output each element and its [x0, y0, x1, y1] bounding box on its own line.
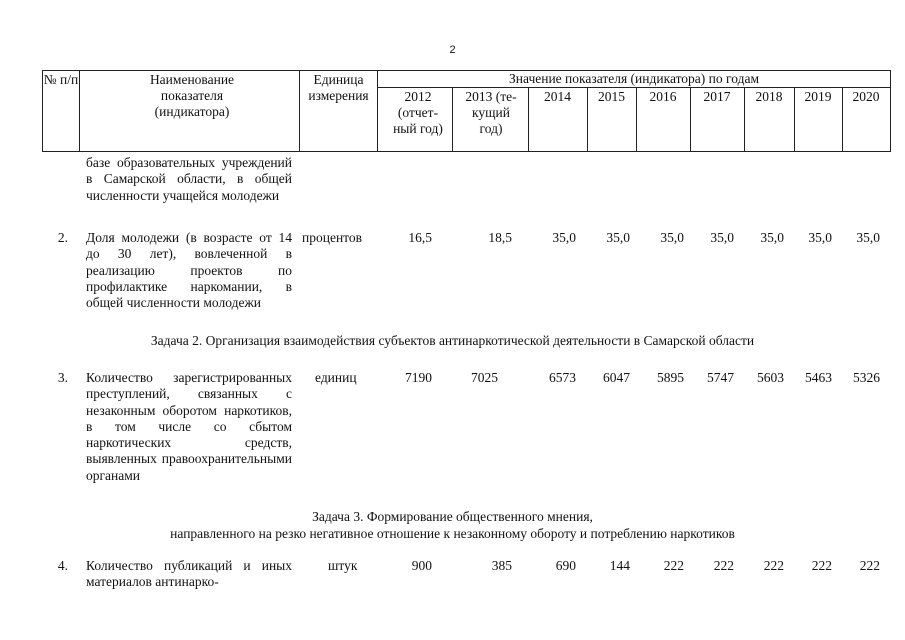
header-year-2020: 2020 [852, 89, 880, 104]
row-3-value-2018: 5603 [757, 370, 784, 385]
row-2-value-2017: 35,0 [710, 230, 734, 245]
header-col-no: № п/п [43, 72, 79, 87]
row-2-name: Доля молодежи (в возрасте от 14 до 30 лет), вовлеченной в реализацию проектов по профилактике наркомании, в общей численности молодежи [86, 230, 292, 311]
row-2-value-2013: 18,5 [488, 230, 512, 245]
page-number: 2 [449, 44, 456, 56]
row-4-value-2015: 144 [609, 558, 630, 573]
row-2-value-2014: 35,0 [552, 230, 576, 245]
header-year-2017: 2017 [703, 89, 731, 104]
header-col-unit: Единица измерения [308, 72, 369, 103]
task-3-heading-line-2: направленного на резко негативное отношение к незаконному обороту и потреблению наркотиков [170, 526, 735, 541]
row-4-value-2020: 222 [859, 558, 880, 573]
row-2-value-2012: 16,5 [408, 230, 432, 245]
row-3-value-2015: 6047 [603, 370, 630, 385]
row-2-value-2016: 35,0 [660, 230, 684, 245]
header-year-2018: 2018 [755, 89, 783, 104]
row-3-value-2013: 7025 [471, 370, 498, 385]
row-4-number: 4. [57, 558, 68, 573]
row-4-value-2018: 222 [763, 558, 784, 573]
header-year-2019: 2019 [804, 89, 832, 104]
row-3-value-2012: 7190 [405, 370, 432, 385]
row-2-value-2015: 35,0 [606, 230, 630, 245]
row-2-value-2019: 35,0 [808, 230, 832, 245]
row-4-unit: штук [328, 558, 358, 573]
header-year-2016: 2016 [649, 89, 677, 104]
row-3-value-2019: 5463 [805, 370, 832, 385]
header-col-values: Значение показателя (индикатора) по годам [509, 71, 759, 86]
header-year-2014: 2014 [544, 89, 571, 104]
row-3-value-2016: 5895 [657, 370, 684, 385]
row-4-value-2013: 385 [491, 558, 512, 573]
row-4-name: Количество публикаций и иных материалов антинарко- [86, 558, 292, 590]
row-1-name: базе образовательных учреждений в Самарской области, в общей численности учащейся молодежи [86, 155, 292, 203]
task-2-heading: Задача 2. Организация взаимодействия субъектов антинаркотической деятельности в Самарской области [150, 333, 755, 348]
header-col-name: Наименование показателя (индикатора) [149, 72, 235, 119]
header-year-2013: 2013 (те-кущий год) [465, 89, 517, 136]
row-2-unit: процентов [302, 230, 363, 245]
row-4-value-2014: 690 [555, 558, 576, 573]
row-3-value-2017: 5747 [707, 370, 734, 385]
row-2-value-2018: 35,0 [760, 230, 784, 245]
header-year-2012: 2012 (отчет-ный год) [393, 89, 443, 136]
row-4-value-2016: 222 [663, 558, 684, 573]
row-3-number: 3. [57, 370, 68, 385]
row-4-value-2017: 222 [713, 558, 734, 573]
row-3-unit: единиц [315, 370, 357, 385]
header-year-2015: 2015 [598, 89, 625, 104]
row-3-value-2014: 6573 [549, 370, 576, 385]
table-header [42, 70, 891, 152]
row-3-value-2020: 5326 [853, 370, 880, 385]
row-2-number: 2. [57, 230, 68, 245]
row-4-value-2019: 222 [811, 558, 832, 573]
task-3-heading-line-1: Задача 3. Формирование общественного мнения, [312, 509, 593, 524]
row-4-value-2012: 900 [411, 558, 432, 573]
row-3-name: Количество зарегистрированных преступлений, связанных с незаконным оборотом наркотиков, в том числе со сбытом наркотических средств, выявленных правоохранительными органами [86, 370, 292, 483]
row-2-value-2020: 35,0 [856, 230, 880, 245]
